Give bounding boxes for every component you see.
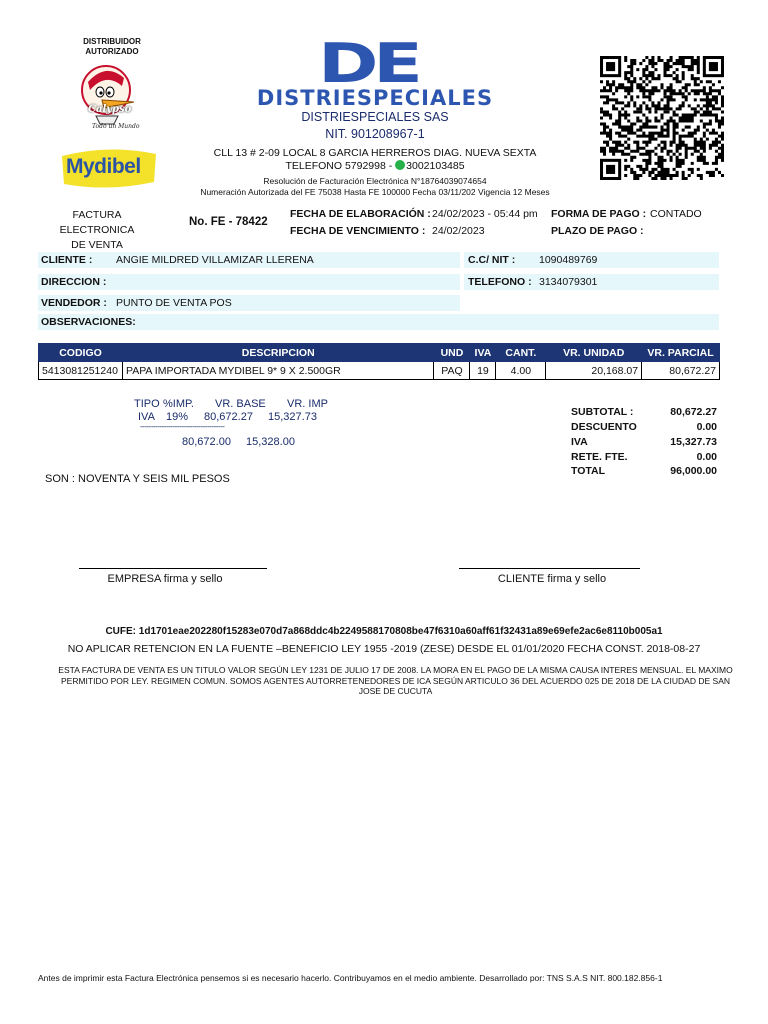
subtotal-value: 80,672.27	[670, 406, 717, 418]
tax-dashes: ---------------------------------------	[140, 422, 225, 431]
qr-finder-2	[600, 159, 621, 180]
item-cant: 4.00	[496, 362, 546, 380]
item-codigo: 5413081251240	[39, 362, 123, 380]
company-nit: NIT. 901208967-1	[325, 127, 425, 141]
items-table	[38, 343, 720, 380]
vendedor-value: PUNTO DE VENTA POS	[116, 297, 232, 309]
pago-value: CONTADO	[650, 208, 702, 220]
col-header-iva: IVA	[470, 344, 496, 362]
tax-r-vrimp: 15,327.73	[268, 411, 317, 423]
elab-label: FECHA DE ELABORACIÓN :	[290, 208, 431, 220]
company-numbering: Numeración Autorizada del FE 75038 Hasta FE 100000 Fecha 03/11/202 Vigencia 12 Meses	[200, 187, 550, 197]
tax-h-imp: %IMP.	[163, 398, 194, 410]
col-header-und: UND	[434, 344, 470, 362]
descuento-value: 0.00	[696, 421, 717, 433]
invoice-type-line1: FACTURA ELECTRONICA	[59, 209, 135, 236]
nit-label: C.C/ NIT :	[468, 254, 516, 266]
distributor-label	[72, 37, 152, 57]
direccion-label: DIRECCION :	[41, 276, 107, 288]
venc-value: 24/02/2023	[432, 225, 485, 237]
nit-value: 1090489769	[539, 254, 598, 266]
venc-label: FECHA DE VENCIMIENTO :	[290, 225, 426, 237]
tax-t-vrimp: 15,328.00	[246, 436, 295, 448]
col-header-descripcion: DESCRIPCION	[122, 344, 433, 362]
pago-label: FORMA DE PAGO :	[551, 208, 647, 220]
item-descripcion: PAPA IMPORTADA MYDIBEL 9* 9 X 2.500GR	[122, 362, 433, 380]
tax-h-tipo: TIPO	[134, 398, 160, 410]
tax-summary	[130, 398, 350, 458]
company-name: DISTRIESPECIALES SAS	[301, 110, 449, 124]
tax-h-base: VR. BASE	[215, 398, 266, 410]
invoice-type-line2: DE VENTA	[71, 239, 123, 251]
descuento-label: DESCUENTO	[571, 421, 637, 433]
table-row	[39, 362, 720, 380]
distriespeciales-logo	[230, 32, 520, 110]
qr-finder-0	[600, 56, 621, 77]
empresa-signature-line	[79, 568, 267, 569]
mydibel-logo	[58, 146, 160, 190]
col-header-vr-parcial: VR. PARCIAL	[642, 344, 720, 362]
elab-value: 24/02/2023 - 05:44 pm	[432, 208, 538, 220]
item-und: PAQ	[434, 362, 470, 380]
total-label: TOTAL	[571, 465, 606, 477]
item-vr-parcial: 80,672.27	[642, 362, 720, 380]
tax-r-imp: 19%	[166, 411, 189, 423]
footer-note: Antes de imprimir esta Factura Electrónica pensemos si es necesario hacerlo. Contribuyamos en el medio ambiente. Desarrollado por: TNS S.A.S NIT. 800.182.856-1	[38, 973, 663, 983]
telefono-value: 3134079301	[539, 276, 598, 288]
qr-code	[600, 56, 724, 180]
tax-r-tipo: IVA	[138, 411, 155, 423]
total-value: 96,000.00	[670, 465, 717, 477]
vendedor-label: VENDEDOR :	[41, 297, 107, 309]
item-iva: 19	[470, 362, 496, 380]
item-vr-unidad: 20,168.07	[546, 362, 642, 380]
subtotal-label: SUBTOTAL :	[571, 406, 634, 418]
empresa-signature-label: EMPRESA firma y sello	[107, 573, 223, 585]
cliente-value: ANGIE MILDRED VILLAMIZAR LLERENA	[116, 254, 314, 266]
tax-r-base: 80,672.27	[204, 411, 253, 423]
calypso-logo	[78, 60, 142, 134]
logo-wordmark: DISTRIESPECIALES	[256, 86, 494, 110]
tax-h-vrimp: VR. IMP	[287, 398, 328, 410]
iva-total-label: IVA	[571, 436, 588, 448]
items-header-row	[39, 344, 720, 362]
rete-value: 0.00	[696, 451, 717, 463]
cufe: CUFE: 1d1701eae202280f15283e070d7a868ddc4b2249588170808be47f6310a60aff61f32431a89e69efe2ac6e8110b005a1	[105, 626, 663, 637]
calypso-tagline: Todo un Mundo	[92, 123, 140, 130]
band-observaciones	[38, 314, 719, 330]
cliente-signature-line	[459, 568, 640, 569]
retencion-note: NO APLICAR RETENCION EN LA FUENTE –BENEFICIO LEY 1955 -2019 (ZESE) DESDE EL 01/01/2020 FECHA CONST. 2018-08-27	[67, 643, 701, 655]
company-address: CLL 13 # 2-09 LOCAL 8 GARCIA HERREROS DIAG. NUEVA SEXTA	[213, 147, 537, 159]
col-header-vr-unidad: VR. UNIDAD	[546, 344, 642, 362]
invoice-type	[40, 208, 154, 253]
cliente-signature-label: CLIENTE firma y sello	[497, 573, 607, 585]
distributor-line2: AUTORIZADO	[85, 47, 139, 56]
company-phone: TELEFONO 5792998 -	[285, 160, 396, 172]
calypso-brand: Calypso	[88, 104, 132, 115]
col-header-cant: CANT.	[496, 344, 546, 362]
company-phone-line	[160, 160, 590, 172]
company-whatsapp: 3002103485	[406, 160, 465, 172]
whatsapp-icon	[395, 160, 405, 170]
legal-text: ESTA FACTURA DE VENTA ES UN TITULO VALOR SEGÚN LEY 1231 DE JULIO 17 DE 2008. LA MORA EN EL PAGO DE LA MISMA CAUSA INTERES MENSUAL. EL MAXIMO PERMITIDO POR LEY. REGIMEN COMUN. SOMOS AGENTES AUTORRETENEDORES DE ICA SEGÚN ARTICULO 36 DEL ACUERDO 025 DE 2018 DE LA CIUDAD DE SAN JOSE DE CUCUTA	[58, 665, 733, 696]
company-resolution: Resolución de Facturación Electrónica N°18764039074654	[263, 176, 487, 186]
cliente-label: CLIENTE :	[41, 254, 93, 266]
telefono-label: TELEFONO :	[468, 276, 532, 288]
logo-monogram: DE	[318, 32, 418, 95]
plazo-label: PLAZO DE PAGO :	[551, 225, 644, 237]
iva-total-value: 15,327.73	[670, 436, 717, 448]
observaciones-label: OBSERVACIONES:	[41, 316, 136, 328]
col-header-codigo: CODIGO	[39, 344, 123, 362]
amount-in-words: SON : NOVENTA Y SEIS MIL PESOS	[45, 473, 230, 485]
tax-t-base: 80,672.00	[182, 436, 231, 448]
rete-label: RETE. FTE.	[571, 451, 628, 463]
invoice-number: No. FE - 78422	[189, 216, 268, 228]
qr-finder-1	[703, 56, 724, 77]
mydibel-brand: Mydibel	[66, 155, 141, 178]
distributor-line1: DISTRIBUIDOR	[83, 37, 141, 46]
